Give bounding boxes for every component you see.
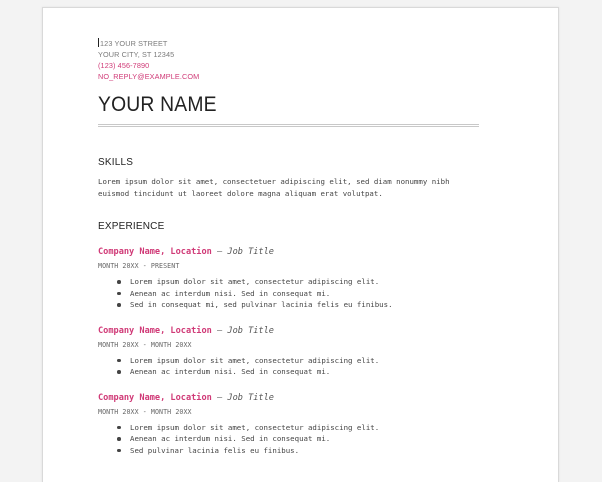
contact-email[interactable]: NO_REPLY@EXAMPLE.COM xyxy=(98,72,200,81)
skills-line: Lorem ipsum dolor sit amet, consectetuer adipiscing elit, sed diam nonummy nibh xyxy=(98,177,450,186)
contact-city[interactable]: YOUR CITY, ST 12345 xyxy=(98,50,175,59)
list-item: Aenean ac interdum nisi. Sed in consequat mi. xyxy=(130,366,481,378)
job-dates: MONTH 20XX - MONTH 20XX xyxy=(98,340,192,349)
skills-text[interactable] xyxy=(98,176,481,199)
job-title: Job Title xyxy=(227,392,274,403)
skills-line: euismod tincidunt ut laoreet dolore magna aliquam erat volutpat. xyxy=(98,188,383,198)
text-cursor xyxy=(98,38,99,47)
job-header xyxy=(98,325,481,337)
job-bullets xyxy=(98,355,481,378)
contact-street[interactable]: 123 YOUR STREET xyxy=(100,39,168,48)
job-company: Company Name, Location xyxy=(98,325,212,336)
job-separator: — xyxy=(217,325,223,336)
job-title: Job Title xyxy=(227,247,274,257)
job-title: Job Title xyxy=(227,325,274,336)
job-company: Company Name, Location xyxy=(98,247,212,257)
experience-heading[interactable]: EXPERIENCE xyxy=(98,221,165,232)
job-dates: MONTH 20XX - PRESENT xyxy=(98,262,180,270)
list-item: Sed pulvinar lacinia felis eu finibus. xyxy=(130,445,481,457)
skills-heading[interactable]: SKILLS xyxy=(98,157,134,168)
job-entry[interactable] xyxy=(98,392,481,457)
resume-content[interactable] xyxy=(98,38,481,456)
list-item: Lorem ipsum dolor sit amet, consectetur adipiscing elit. xyxy=(130,422,481,434)
job-separator: — xyxy=(217,247,223,257)
job-entry[interactable] xyxy=(98,325,481,378)
list-item: Lorem ipsum dolor sit amet, consectetur adipiscing elit. xyxy=(130,276,481,288)
list-item: Sed in consequat mi, sed pulvinar lacinia felis eu finibus. xyxy=(130,299,481,311)
job-bullets xyxy=(98,276,481,311)
job-header xyxy=(98,392,481,404)
job-bullets xyxy=(98,422,481,457)
contact-block xyxy=(98,38,481,82)
name-divider xyxy=(98,124,479,127)
job-header xyxy=(98,246,481,258)
list-item: Aenean ac interdum nisi. Sed in consequat mi. xyxy=(130,288,481,300)
resume-name[interactable]: YOUR NAME xyxy=(98,93,217,116)
list-item: Aenean ac interdum nisi. Sed in consequat mi. xyxy=(130,433,481,445)
job-entry[interactable] xyxy=(98,246,481,311)
job-dates: MONTH 20XX - MONTH 20XX xyxy=(98,407,192,416)
job-company: Company Name, Location xyxy=(98,392,212,403)
contact-phone[interactable]: (123) 456-7890 xyxy=(98,61,150,70)
document-page[interactable] xyxy=(42,7,559,482)
list-item: Lorem ipsum dolor sit amet, consectetur adipiscing elit. xyxy=(130,355,481,367)
job-separator: — xyxy=(217,392,223,403)
